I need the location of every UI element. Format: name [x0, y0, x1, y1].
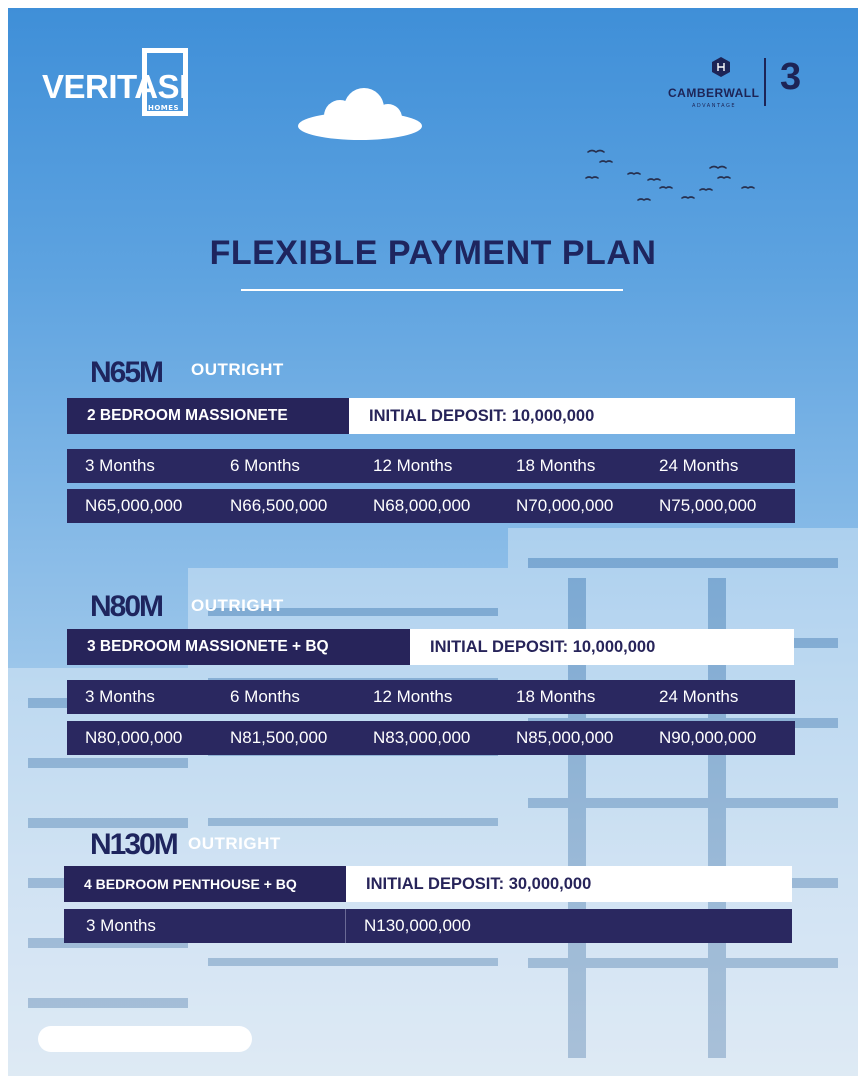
unit-type: 3 BEDROOM MASSIONETE + BQ [67, 629, 410, 665]
term-cell: 18 Months [516, 456, 596, 475]
initial-deposit: INITIAL DEPOSIT: 30,000,000 [346, 866, 792, 902]
plan-tag: OUTRIGHT [191, 596, 284, 615]
unit-type: 4 BEDROOM PENTHOUSE + BQ [64, 866, 346, 902]
plan-price: N80M [90, 590, 163, 623]
term-cell: 18 Months [516, 687, 596, 706]
plan-price: N130M [90, 828, 177, 861]
plan-tag: OUTRIGHT [191, 360, 284, 379]
plan-tag: OUTRIGHT [188, 834, 281, 853]
title-underline [241, 289, 623, 291]
payment-plan-poster [8, 8, 858, 1076]
partner-divider [764, 58, 766, 106]
amount-cell: N68,000,000 [373, 496, 471, 515]
amounts-row [67, 721, 795, 755]
partner-number: 3 [780, 56, 802, 98]
term-cell: 24 Months [659, 456, 739, 475]
white-pill [38, 1026, 252, 1052]
terms-row [67, 680, 795, 714]
cloud-icon [290, 86, 428, 146]
amount-cell: N70,000,000 [516, 496, 614, 515]
veritasi-logo [42, 48, 202, 128]
partner-sub: ADVANTAGE [692, 103, 736, 109]
brand-name: VERITASI [42, 68, 188, 105]
amount-cell: N90,000,000 [659, 728, 757, 747]
page-title: FLEXIBLE PAYMENT PLAN [209, 234, 657, 272]
brand-sub: HOMES [148, 104, 180, 112]
amount-cell: N80,000,000 [85, 728, 183, 747]
birds-icon [578, 148, 768, 218]
camberwall-logo [668, 52, 828, 112]
amount-cell: N65,000,000 [85, 496, 183, 515]
plan-header [67, 398, 795, 434]
amount-cell: N85,000,000 [516, 728, 614, 747]
terms-row [67, 449, 795, 483]
amount-cell: N83,000,000 [373, 728, 471, 747]
term-cell: 12 Months [373, 687, 453, 706]
hexagon-icon [710, 56, 732, 78]
amounts-row [67, 489, 795, 523]
amount-cell: N130,000,000 [364, 916, 471, 935]
terms-row [64, 909, 792, 943]
term-cell: 12 Months [373, 456, 453, 475]
plan-header [64, 866, 792, 902]
initial-deposit: INITIAL DEPOSIT: 10,000,000 [349, 398, 795, 434]
unit-type: 2 BEDROOM MASSIONETE [67, 398, 349, 434]
term-cell: 24 Months [659, 687, 739, 706]
term-cell: 3 Months [86, 916, 156, 935]
initial-deposit: INITIAL DEPOSIT: 10,000,000 [410, 629, 794, 665]
term-cell: 6 Months [230, 456, 300, 475]
partner-name: CAMBERWALL [668, 86, 760, 100]
term-cell: 3 Months [85, 456, 155, 475]
amount-cell: N75,000,000 [659, 496, 757, 515]
term-cell: 6 Months [230, 687, 300, 706]
plan-header [67, 629, 794, 665]
amount-cell: N66,500,000 [230, 496, 328, 515]
plan-price: N65M [90, 356, 163, 389]
amount-cell: N81,500,000 [230, 728, 328, 747]
term-cell: 3 Months [85, 687, 155, 706]
